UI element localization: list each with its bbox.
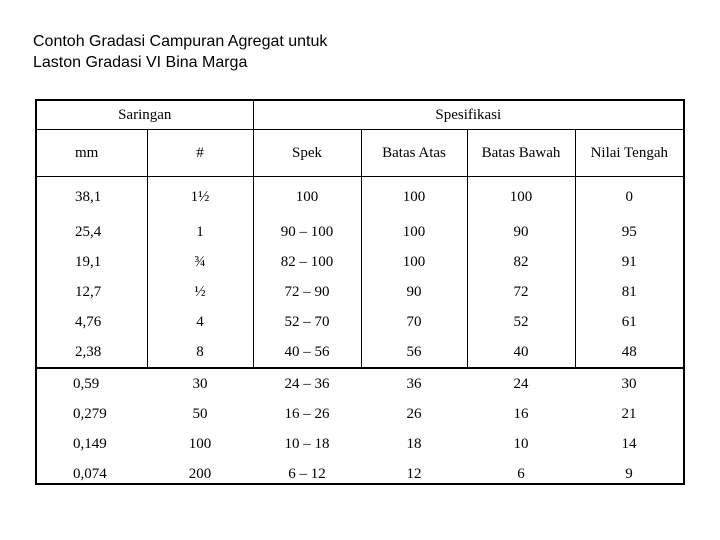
cell-batas-bawah: 40 [467, 337, 575, 368]
cell-batas-bawah: 6 [517, 465, 525, 482]
cell-nilai-tengah: 95 [621, 223, 637, 240]
column-header-nilai-tengah: Nilai Tengah [575, 130, 683, 177]
cell-batas-atas: 100 [361, 177, 467, 218]
table-row [37, 217, 683, 247]
cell-mm: 4,76 [37, 307, 147, 337]
cell-spek: 10 – 18 [284, 435, 330, 452]
cell-nilai-tengah: 81 [621, 283, 637, 300]
column-header-sieve-number: # [147, 130, 253, 177]
cell-batas-atas: 36 [406, 375, 422, 392]
table-row [37, 247, 683, 277]
title-line-1: Contoh Gradasi Campuran Agregat untuk [33, 33, 328, 50]
cell-spek: 100 [253, 177, 361, 218]
cell-batas-bawah: 72 [467, 277, 575, 307]
cell-nilai-tengah: 0 [625, 188, 634, 205]
column-header-spek: Spek [253, 130, 361, 177]
cell-spek: 24 – 36 [284, 375, 330, 392]
cell-batas-bawah: 82 [467, 247, 575, 277]
cell-mm: 0,074 [73, 465, 107, 482]
cell-sieve-number: 4 [147, 307, 253, 337]
cell-mm: 2,38 [37, 337, 147, 368]
table-row [37, 429, 683, 459]
cell-mm: 38,1 [37, 177, 147, 218]
table-row [37, 459, 683, 489]
cell-batas-bawah: 90 [467, 217, 575, 247]
column-header-mm: mm [37, 130, 147, 177]
cell-spek: 72 – 90 [253, 277, 361, 307]
cell-nilai-tengah: 48 [575, 337, 683, 368]
cell-batas-atas: 100 [361, 217, 467, 247]
cell-sieve-number: ½ [147, 277, 253, 307]
title-line-2: Laston Gradasi VI Bina Marga [33, 54, 248, 71]
header-spesifikasi: Spesifikasi [253, 101, 683, 130]
cell-mm: 19,1 [37, 247, 147, 277]
cell-nilai-tengah: 30 [621, 375, 637, 392]
page-title [33, 31, 327, 73]
cell-spek: 90 – 100 [253, 217, 361, 247]
cell-batas-bawah: 52 [467, 307, 575, 337]
cell-mm: 0,59 [73, 375, 100, 392]
cell-sieve-number: 1 [147, 217, 253, 247]
table-row [37, 307, 683, 337]
cell-spek: 52 – 70 [253, 307, 361, 337]
cell-batas-atas: 12 [406, 465, 422, 482]
column-header-batas-bawah: Batas Bawah [467, 130, 575, 177]
column-header-batas-atas: Batas Atas [361, 130, 467, 177]
cell-batas-atas: 100 [361, 247, 467, 277]
cell-batas-atas: 18 [406, 435, 422, 452]
header-saringan: Saringan [37, 101, 253, 130]
cell-spek: 40 – 56 [253, 337, 361, 368]
cell-mm: 0,279 [73, 405, 107, 422]
table-body [37, 177, 683, 490]
group-header-row [37, 101, 683, 130]
cell-sieve-number: 100 [188, 435, 212, 452]
cell-batas-atas: 70 [361, 307, 467, 337]
cell-sieve-number: 30 [192, 375, 208, 392]
table-row [37, 337, 683, 368]
cell-spek: 6 – 12 [288, 465, 326, 482]
cell-nilai-tengah: 61 [621, 313, 637, 330]
cell-spek: 16 – 26 [284, 405, 330, 422]
cell-batas-bawah: 10 [513, 435, 529, 452]
cell-nilai-tengah: 14 [621, 435, 637, 452]
cell-sieve-number: 200 [188, 465, 212, 482]
column-header-row [37, 130, 683, 177]
table-row [37, 177, 683, 218]
cell-batas-bawah: 16 [513, 405, 529, 422]
cell-batas-atas: 26 [406, 405, 422, 422]
cell-sieve-number: 50 [192, 405, 208, 422]
gradation-table-grid [37, 101, 683, 489]
cell-batas-atas: 90 [361, 277, 467, 307]
cell-nilai-tengah: 21 [621, 405, 637, 422]
cell-mm: 25,4 [37, 217, 147, 247]
cell-batas-atas: 56 [361, 337, 467, 368]
cell-spek: 82 – 100 [253, 247, 361, 277]
table-row [37, 277, 683, 307]
gradation-table [35, 99, 685, 485]
cell-mm: 0,149 [73, 435, 107, 452]
cell-nilai-tengah: 9 [625, 465, 633, 482]
cell-sieve-number: 8 [147, 337, 253, 368]
cell-sieve-number: 1½ [147, 177, 253, 218]
cell-sieve-number: ¾ [147, 247, 253, 277]
cell-nilai-tengah: 91 [621, 253, 637, 270]
cell-batas-bawah: 24 [513, 375, 529, 392]
table-row [37, 368, 683, 399]
cell-mm: 12,7 [37, 277, 147, 307]
table-row [37, 399, 683, 429]
cell-batas-bawah: 100 [467, 177, 575, 218]
